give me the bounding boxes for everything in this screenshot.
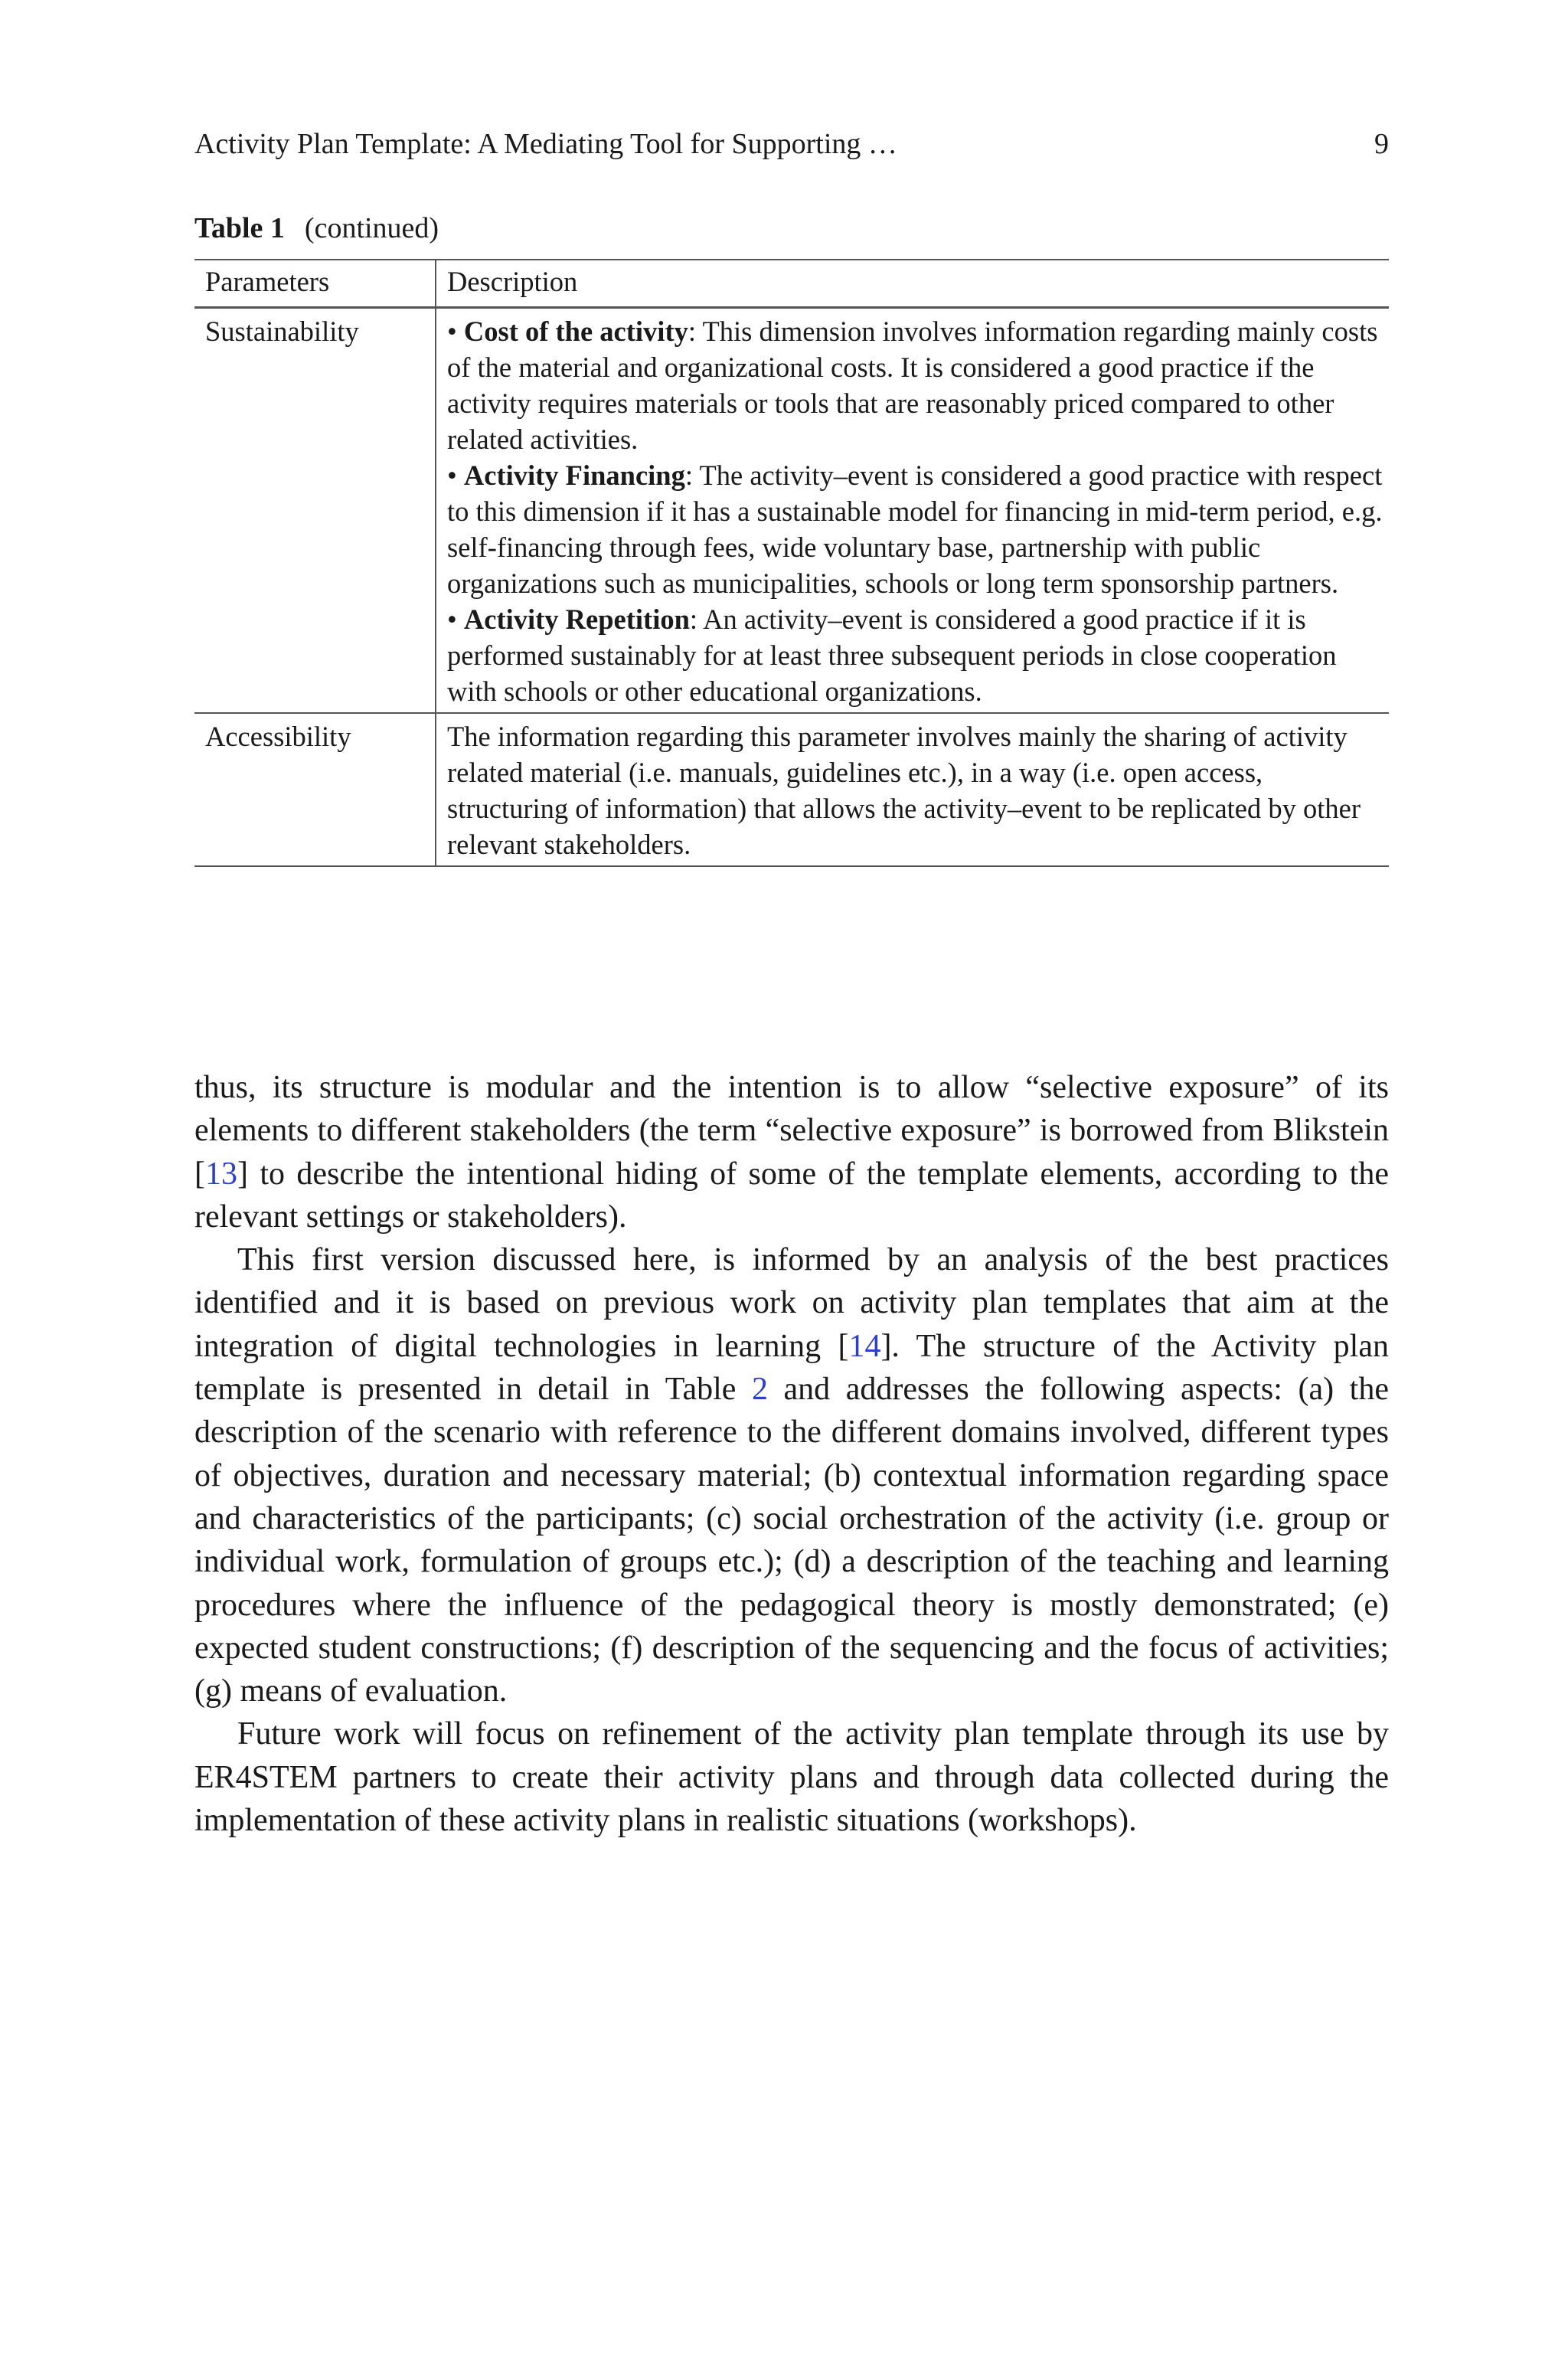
table-caption [194, 211, 439, 245]
bullet-text: : This dimension involves information regarding mainly costs of the material and organizational costs. It is considered a good practice if the activity requires materials or tools that are reasonably priced compared to other related activities. [447, 316, 1378, 455]
page-number: 9 [1374, 128, 1389, 160]
bullet-activity-repetition [447, 601, 1383, 709]
running-title: Activity Plan Template: A Mediating Tool for Supporting … [194, 128, 897, 160]
parameter-accessibility: Accessibility [194, 713, 436, 866]
bullet-icon: • [447, 316, 457, 347]
citation-link-13[interactable]: 13 [205, 1156, 237, 1192]
table-header-row [194, 260, 1389, 308]
table-2-link[interactable]: 2 [751, 1372, 768, 1408]
bullet-text: : An activity–event is considered a good practice if it is performed sustainably for at least three subsequent periods in close cooperation with schools or other educational organizations. [447, 603, 1337, 707]
bullet-cost-of-activity [447, 313, 1383, 457]
table-row [194, 308, 1389, 714]
description-accessibility: The information regarding this parameter involves mainly the sharing of activity related material (i.e. manuals, guidelines etc.), in a way (i.e. open access, structuring of information) that allows the activity–event to be replicated by other relevant stakeholders. [436, 713, 1389, 866]
column-header-description: Description [447, 266, 578, 297]
table-label: Table 1 [194, 212, 285, 244]
description-sustainability [436, 308, 1389, 714]
paragraph-3: Future work will focus on refinement of the activity plan template through its use by ER4STEM partners to create their activity plans and through data collected during the implementation of these activity plans in realistic situations (workshops). [194, 1716, 1389, 1839]
table-row [194, 713, 1389, 866]
citation-link-14[interactable]: 14 [848, 1328, 881, 1364]
bullet-icon: • [447, 460, 457, 491]
body-text [194, 1066, 1389, 1842]
bullet-text: : The activity–event is considered a good practice with respect to this dimension if it has a sustainable model for financing in mid-term period, e.g. self-financing through fees, wide voluntary base, partnership with public organizations such as municipalities, schools or long term sponsorship partners. [447, 460, 1383, 599]
bullet-term: Cost of the activity [463, 316, 688, 347]
paragraph-2: This first version discussed here, is informed by an analysis of the best practices identified and it is based on previous work on activity plan templates that aim at the integration of digital technologies in learning [14]. The structure of the Activity plan template is presented in detail in Table 2 and addresses the following aspects: (a) the description of the scenario with reference to the different domains involved, different types of objectives, duration and necessary material; (b) contextual information regarding space and characteristics of the participants; (c) social orchestration of the activity (i.e. group or individual work, formulation of groups etc.); (d) a description of the teaching and learning procedures where the influence of the pedagogical theory is mostly demonstrated; (e) expected student constructions; (f) description of the sequencing and the focus of activities; (g) means of evaluation. [194, 1242, 1389, 1709]
parameters-table [194, 259, 1389, 867]
table-continued: (continued) [304, 212, 439, 244]
bullet-term: Activity Financing [463, 460, 685, 491]
paragraph-1: thus, its structure is modular and the intention is to allow “selective exposure” of its elements to different stakeholders (the term “selective exposure” is borrowed from Blikstein [13] to describe the intentional hiding of some of the template elements, according to the relevant settings or stakeholders). [194, 1070, 1389, 1235]
bullet-term: Activity Repetition [463, 603, 690, 635]
parameter-sustainability: Sustainability [194, 308, 436, 714]
bullet-activity-financing [447, 457, 1383, 601]
column-header-parameters: Parameters [194, 260, 436, 308]
bullet-icon: • [447, 603, 457, 635]
